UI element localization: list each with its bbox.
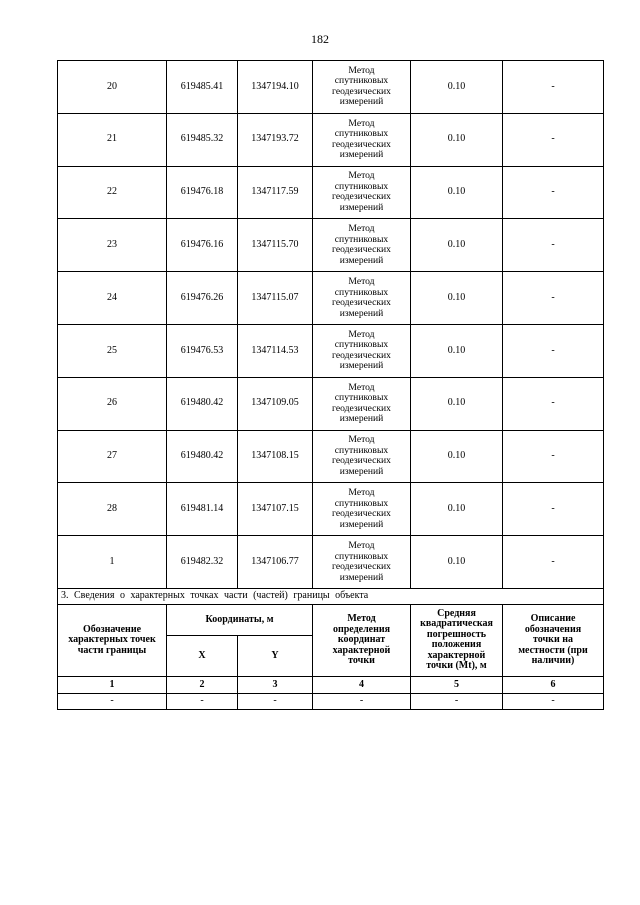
text-line: измерений [339,518,384,530]
table-row [58,272,604,325]
text-line: измерений [339,149,384,161]
coordinate-y: 1347108.15 [238,430,313,483]
text-line: Метод [348,487,375,499]
text-line: Метод [348,540,375,552]
section3-table [58,588,604,709]
text-line: Метод [348,64,375,76]
text-line: спутниковых [334,392,389,404]
section3-title-row [58,588,604,604]
point-description: - [503,377,604,430]
text-line: Метод [348,276,375,288]
text-line: квадратическая [420,618,493,630]
text-line: геодезических [332,191,391,203]
empty-cell: - [411,693,503,709]
coordinate-x: 619476.53 [167,324,238,377]
text-line: Средняя [437,607,476,619]
text-line: геодезических [332,349,391,361]
table-row [58,324,604,377]
method-cell [313,483,411,536]
coordinate-x: 619476.26 [167,272,238,325]
table-row [58,61,604,114]
coordinates-table-body [58,61,604,589]
accuracy-value: 0.10 [411,219,503,272]
text-line: измерений [339,360,384,372]
method-cell [313,113,411,166]
empty-cell: - [503,693,604,709]
text-line: спутниковых [334,497,389,509]
text-line: наличии) [531,655,575,667]
text-line: точки на [533,634,573,646]
point-description: - [503,483,604,536]
coordinate-x: 619485.41 [167,61,238,114]
point-description: - [503,324,604,377]
accuracy-value: 0.10 [411,483,503,536]
text-line: спутниковых [334,128,389,140]
coordinate-y: 1347115.70 [238,219,313,272]
text-line: геодезических [332,138,391,150]
text-line: спутниковых [334,75,389,87]
text-line: Обозначение [82,623,142,635]
point-number: 22 [58,166,167,219]
method-cell [313,377,411,430]
column-number: 4 [313,676,411,693]
empty-cell: - [167,693,238,709]
accuracy-value: 0.10 [411,113,503,166]
point-number: 26 [58,377,167,430]
text-line: Метод [348,117,375,129]
accuracy-value: 0.10 [411,536,503,589]
coordinate-y: 1347107.15 [238,483,313,536]
coordinate-y: 1347106.77 [238,536,313,589]
method-cell [313,272,411,325]
header-y: Y [238,635,313,676]
table-row [58,483,604,536]
text-line: измерений [339,307,384,319]
text-line: Метод [348,434,375,446]
point-description: - [503,219,604,272]
method-cell [313,324,411,377]
coordinate-x: 619481.14 [167,483,238,536]
method-cell [313,219,411,272]
coordinate-x: 619476.18 [167,166,238,219]
text-line: координат [337,634,386,646]
accuracy-value: 0.10 [411,430,503,483]
header-x: X [167,635,238,676]
text-line: измерений [339,96,384,108]
coordinate-y: 1347109.05 [238,377,313,430]
point-number: 27 [58,430,167,483]
column-number: 6 [503,676,604,693]
accuracy-value: 0.10 [411,272,503,325]
table-row [58,113,604,166]
page-number: 182 [311,32,329,46]
header-description [503,604,604,676]
text-line: характерных точек [68,634,156,646]
text-line: характерной [332,644,391,656]
text-line: Метод [348,328,375,340]
coordinate-y: 1347194.10 [238,61,313,114]
coordinate-y: 1347114.53 [238,324,313,377]
text-line: точки (Mt), м [426,660,487,672]
text-line: измерений [339,201,384,213]
text-line: точки [348,655,375,667]
text-line: положения [431,639,482,651]
section3-header-row [58,604,604,635]
point-number: 20 [58,61,167,114]
text-line: геодезических [332,508,391,520]
coordinate-x: 619480.42 [167,377,238,430]
column-number-row [58,676,604,693]
point-number: 23 [58,219,167,272]
header-method [313,604,411,676]
coordinate-y: 1347115.07 [238,272,313,325]
table-row [58,430,604,483]
table-row [58,377,604,430]
text-line: спутниковых [334,233,389,245]
text-line: геодезических [332,455,391,467]
text-line: спутниковых [334,444,389,456]
text-line: характерной [427,649,486,661]
point-number: 21 [58,113,167,166]
empty-cell: - [58,693,167,709]
text-line: спутниковых [334,286,389,298]
point-description: - [503,61,604,114]
section3-title: 3. Сведения о характерных точках части (частей) границы объекта [58,588,604,604]
text-line: определения [332,623,391,635]
accuracy-value: 0.10 [411,166,503,219]
text-line: погрешность [426,628,487,640]
coordinate-x: 619485.32 [167,113,238,166]
method-cell [313,536,411,589]
text-line: геодезических [332,402,391,414]
text-line: геодезических [332,561,391,573]
column-number: 5 [411,676,503,693]
text-line: обозначения [524,623,582,635]
table-row [58,166,604,219]
point-description: - [503,113,604,166]
coordinate-x: 619476.16 [167,219,238,272]
point-number: 25 [58,324,167,377]
text-line: геодезических [332,244,391,256]
boundary-points-table [57,60,604,710]
coordinate-y: 1347193.72 [238,113,313,166]
text-line: измерений [339,571,384,583]
point-description: - [503,536,604,589]
text-line: спутниковых [334,550,389,562]
method-cell [313,166,411,219]
table-row [58,536,604,589]
accuracy-value: 0.10 [411,377,503,430]
coordinate-y: 1347117.59 [238,166,313,219]
header-accuracy [411,604,503,676]
column-number: 3 [238,676,313,693]
column-number: 1 [58,676,167,693]
table-row [58,219,604,272]
point-number: 1 [58,536,167,589]
text-line: геодезических [332,297,391,309]
header-coordinates: Координаты, м [167,604,313,635]
text-line: спутниковых [334,180,389,192]
empty-cell: - [238,693,313,709]
text-line: измерений [339,413,384,425]
coordinate-x: 619482.32 [167,536,238,589]
column-number: 2 [167,676,238,693]
text-line: Описание [530,613,576,625]
point-number: 24 [58,272,167,325]
point-description: - [503,166,604,219]
text-line: измерений [339,254,384,266]
empty-data-row [58,693,604,709]
empty-cell: - [313,693,411,709]
text-line: местности (при [518,644,588,656]
text-line: геодезических [332,85,391,97]
text-line: измерений [339,465,384,477]
point-description: - [503,430,604,483]
accuracy-value: 0.10 [411,324,503,377]
text-line: Метод [348,170,375,182]
text-line: части границы [77,644,147,656]
point-number: 28 [58,483,167,536]
method-cell [313,61,411,114]
method-cell [313,430,411,483]
header-designation [58,604,167,676]
text-line: Метод [347,613,376,625]
text-line: Метод [348,381,375,393]
text-line: спутниковых [334,339,389,351]
coordinate-x: 619480.42 [167,430,238,483]
text-line: Метод [348,223,375,235]
accuracy-value: 0.10 [411,61,503,114]
point-description: - [503,272,604,325]
